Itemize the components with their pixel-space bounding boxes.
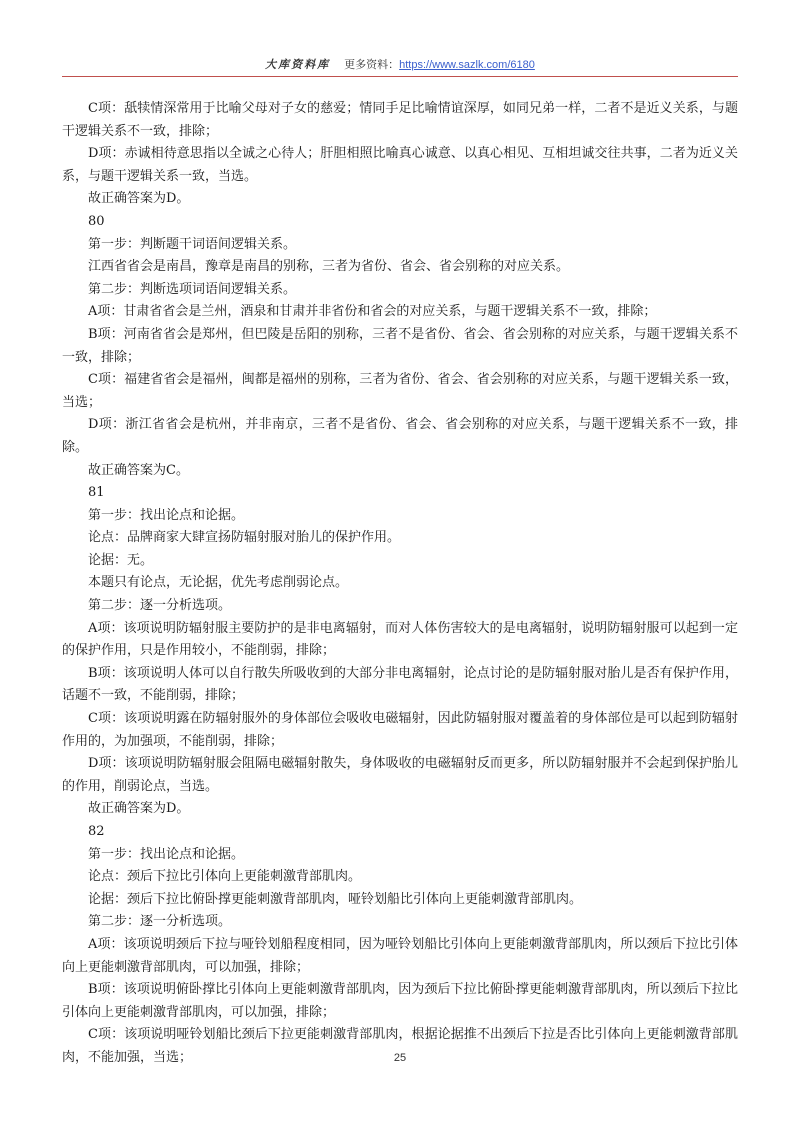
paragraph: C项：该项说明哑铃划船比颈后下拉更能刺激背部肌肉，根据论据推不出颈后下拉是否比引体向上更能刺激背部肌肉，不能加强，当选； [62,1027,738,1065]
page-number: 25 [393,1052,407,1064]
paragraph: D项：该项说明防辐射服会阻隔电磁辐射散失，身体吸收的电磁辐射反而更多，所以防辐射服并不会起到保护胎儿的作用，削弱论点，当选。 [62,756,738,794]
paragraph: 第一步：找出论点和论据。 [88,846,245,862]
paragraph: D项：浙江省省会是杭州，并非南京，三者不是省份、省会、省会别称的对应关系，与题干逻辑关系不一致，排除。 [62,417,738,455]
paragraph: 故正确答案为D。 [88,191,190,207]
paragraph: C项：舐犊情深常用于比喻父母对子女的慈爱；情同手足比喻情谊深厚，如同兄弟一样，二者不是近义关系，与题干逻辑关系不一致，排除； [62,101,738,139]
paragraph: 故正确答案为D。 [88,801,190,817]
document-body [62,98,738,1070]
header-url-link[interactable]: https://www.sazlk.com/6180 [399,59,535,71]
paragraph: 第二步：逐一分析选项。 [88,598,232,614]
paragraph: B项：河南省省会是郑州，但巴陵是岳阳的别称，三者不是省份、省会、省会别称的对应关系，与题干逻辑关系不一致，排除； [62,326,738,365]
header-divider [62,76,738,77]
paragraph: C项：福建省省会是福州，闽都是福州的别称，三者为省份、省会、省会别称的对应关系，与题干逻辑关系一致，当选； [62,372,738,410]
paragraph: 论据：无。 [88,552,154,568]
header-label: 更多资料： [344,59,400,71]
paragraph: D项：赤诚相待意思指以全诚之心待人；肝胆相照比喻真心诚意、以真心相见、互相坦诚交往共事，二者为近义关系，与题干逻辑关系一致，当选。 [62,146,738,184]
paragraph: A项：该项说明颈后下拉与哑铃划船程度相同，因为哑铃划船比引体向上更能刺激背部肌肉，所以颈后下拉比引体向上更能刺激背部肌肉，可以加强，排除； [62,936,738,975]
paragraph: A项：该项说明防辐射服主要防护的是非电离辐射，而对人体伤害较大的是电离辐射，说明防辐射服可以起到一定的保护作用，只是作用较小，不能削弱，排除； [62,620,738,659]
paragraph: 第一步：找出论点和论据。 [88,507,245,523]
paragraph: 论点：品牌商家大肆宣扬防辐射服对胎儿的保护作用。 [88,530,401,546]
paragraph: A项：甘肃省省会是兰州，酒泉和甘肃并非省份和省会的对应关系，与题干逻辑关系不一致，排除； [88,304,657,320]
paragraph: 故正确答案为C。 [88,462,189,478]
page-header [0,56,800,72]
paragraph: 论点：颈后下拉比引体向上更能刺激背部肌肉。 [88,869,362,885]
question-number: 81 [88,485,105,501]
paragraph: B项：该项说明俯卧撑比引体向上更能刺激背部肌肉，因为颈后下拉比俯卧撑更能刺激背部肌肉，所以颈后下拉比引体向上更能刺激背部肌肉，可以加强，排除； [62,982,738,1020]
paragraph: 第二步：判断选项词语间逻辑关系。 [88,281,297,297]
question-number: 82 [88,824,105,839]
header-brand: 大库资料库 [265,59,331,71]
paragraph: C项：该项说明露在防辐射服外的身体部位会吸收电磁辐射，因此防辐射服对覆盖着的身体部位是可以起到防辐射作用的，为加强项，不能削弱，排除； [62,711,738,749]
paragraph: 江西省省会是南昌，豫章是南昌的别称，三者为省份、省会、省会别称的对应关系。 [88,259,570,275]
paragraph: B项：该项说明人体可以自行散失所吸收到的大部分非电离辐射，论点讨论的是防辐射服对胎儿是否有保护作用，话题不一致，不能削弱，排除； [62,665,738,704]
paragraph: 论据：颈后下拉比俯卧撑更能刺激背部肌肉，哑铃划船比引体向上更能刺激背部肌肉。 [88,891,583,907]
paragraph: 第二步：逐一分析选项。 [88,914,232,930]
paragraph: 本题只有论点，无论据，优先考虑削弱论点。 [88,575,349,591]
paragraph: 第一步：判断题干词语间逻辑关系。 [88,236,297,252]
question-number: 80 [88,213,105,229]
